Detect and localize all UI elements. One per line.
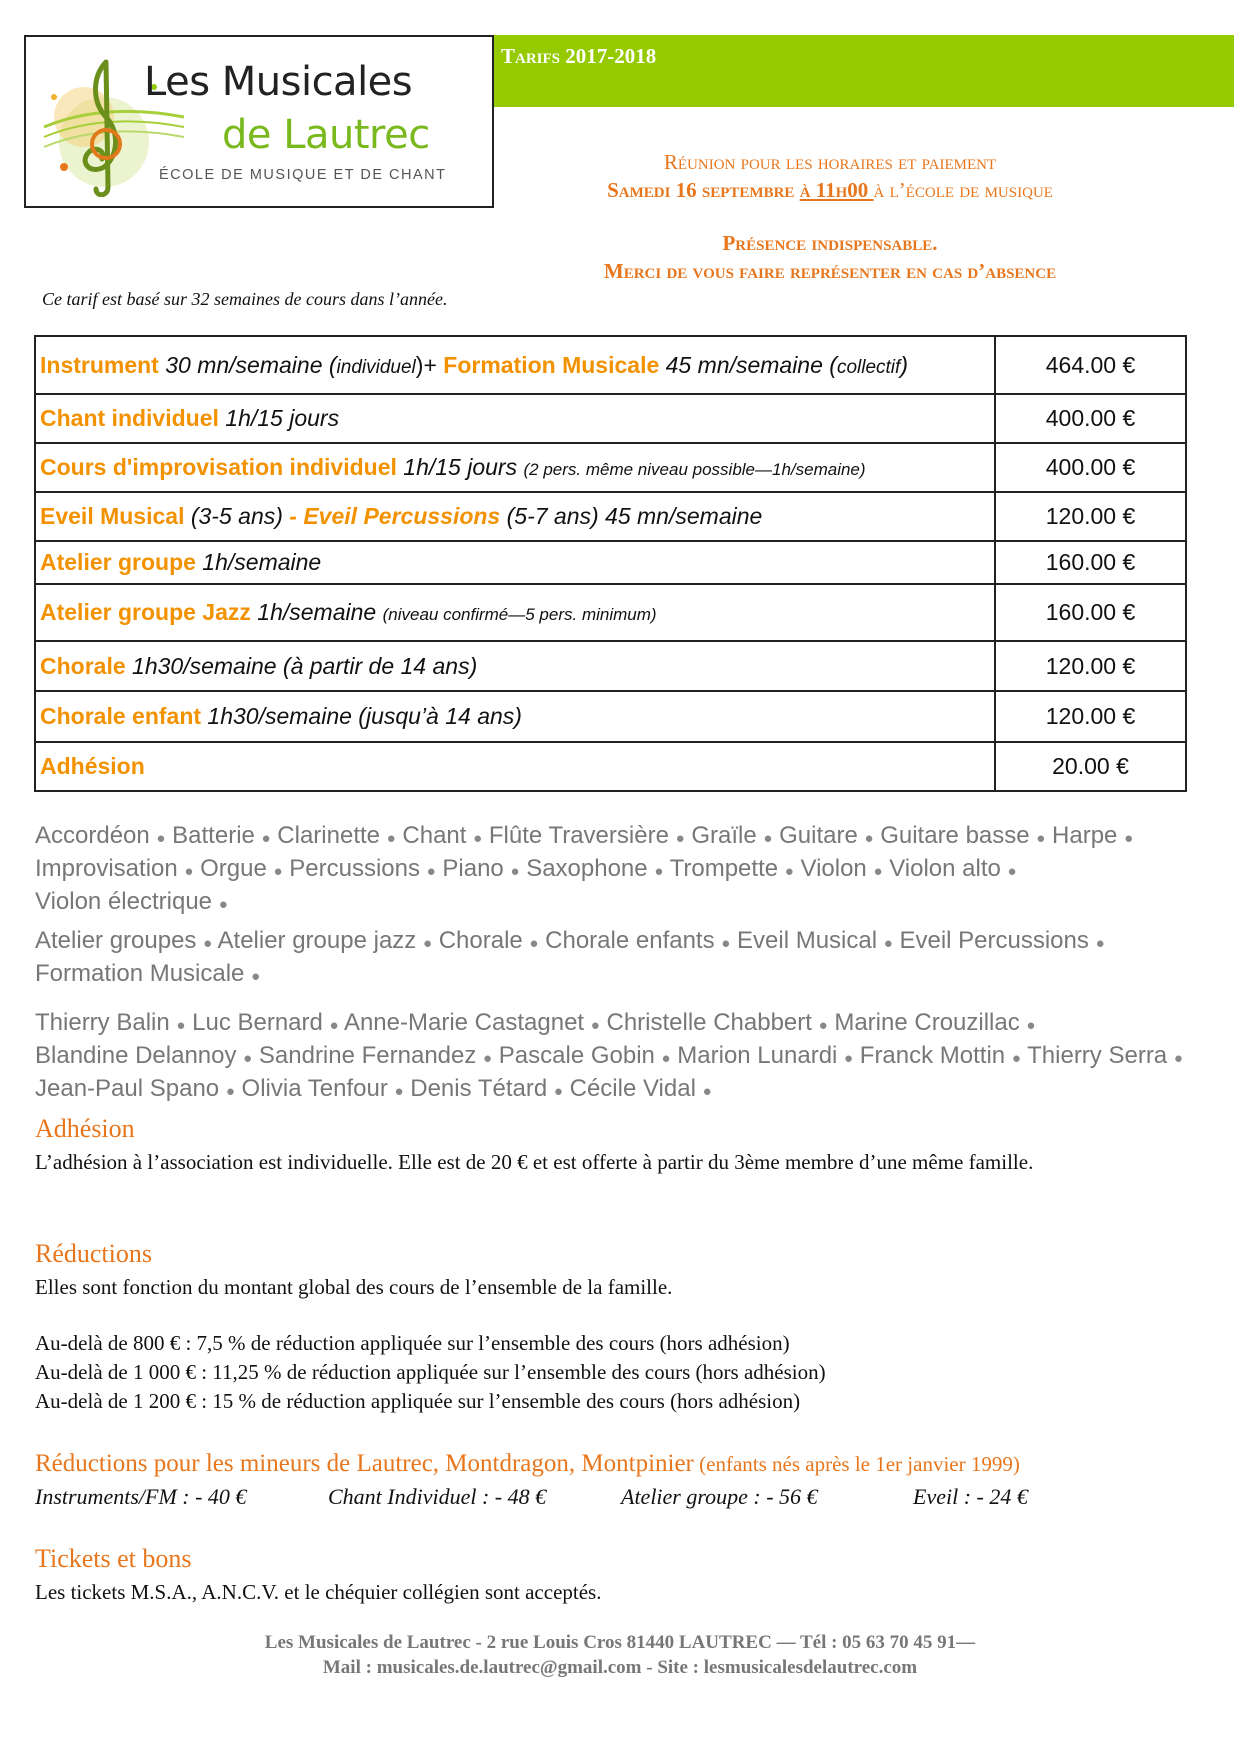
list-item: Eveil Musical [737, 927, 878, 954]
minors-title: Réductions pour les mineurs de Lautrec, Montdragon, Montpinier (enfants nés après le 1er janvier 1999) [35, 1450, 1020, 1477]
table-row [35, 541, 1186, 584]
table-row [35, 394, 1186, 443]
table-row [35, 336, 1186, 394]
row-price: 400.00 € [995, 394, 1186, 443]
row-description: Instrument 30 mn/semaine (individuel)+ Formation Musicale 45 mn/semaine (collectif) [35, 336, 995, 394]
reductions-title: Réductions [35, 1239, 152, 1268]
list-item: Accordéon [35, 822, 150, 849]
list-item: Clarinette [277, 822, 380, 849]
row-description: Adhésion [35, 742, 995, 791]
table-row [35, 443, 1186, 492]
list-item: Guitare [779, 822, 858, 849]
tarifs-title: Tarifs 2017-2018 [501, 44, 657, 68]
minors-item: Eveil : - 24 € [913, 1484, 1028, 1509]
list-item: Cécile Vidal [569, 1075, 696, 1102]
reduction-line: Au-delà de 1 000 € : 11,25 % de réduction appliquée sur l’ensemble des cours (hors adhésion) [35, 1360, 826, 1384]
meeting-line1: Réunion pour les horaires et paiement [663, 150, 997, 174]
row-price: 20.00 € [995, 742, 1186, 791]
minors-item: Chant Individuel : - 48 € [328, 1484, 547, 1509]
adhesion-title: Adhésion [35, 1114, 135, 1143]
list-item: Saxophone [526, 855, 648, 882]
row-price: 120.00 € [995, 641, 1186, 691]
table-row [35, 742, 1186, 791]
list-item: Guitare basse [880, 822, 1030, 849]
row-description: Chant individuel 1h/15 jours [35, 394, 995, 443]
list-item: Christelle Chabbert [606, 1009, 812, 1036]
logo-name-line2: de Lautrec [222, 112, 430, 158]
list-item: Atelier groupe jazz [217, 927, 417, 954]
list-item: Olivia Tenfour [241, 1075, 388, 1102]
list-item: Chant [402, 822, 467, 849]
list-item: Piano [442, 855, 504, 882]
reduction-line: Au-delà de 800 € : 7,5 % de réduction appliquée sur l’ensemble des cours (hors adhésion) [35, 1331, 790, 1355]
list-item: Batterie [172, 822, 255, 849]
list-item: Violon électrique [35, 888, 213, 915]
row-description: Chorale 1h30/semaine (à partir de 14 ans) [35, 641, 995, 691]
list-item: Sandrine Fernandez [258, 1042, 477, 1069]
list-item: Graïle [691, 822, 757, 849]
row-description: Atelier groupe 1h/semaine [35, 541, 995, 584]
list-item: Formation Musicale [35, 960, 245, 987]
list-item: Thierry Balin [35, 1009, 170, 1036]
list-item: Orgue [200, 855, 267, 882]
row-description: Eveil Musical (3-5 ans) - Eveil Percussions (5-7 ans) 45 mn/semaine [35, 492, 995, 541]
list-item: Jean-Paul Spano [35, 1075, 220, 1102]
row-price: 160.00 € [995, 584, 1186, 641]
attendance-notice [530, 229, 1130, 285]
list-item: Violon [800, 855, 867, 882]
teachers-list: Thierry Balin ● Luc Bernard ● Anne-Marie Castagnet ● Christelle Chabbert ● Marine Crouzillac ● Blandine Delannoy ● Sandrine Fernandez ● Pascale Gobin ● Marion Lunardi ● Franck Mottin ● Thierry Serra ● Jean-Paul Spano ● Olivia Tenfour ● Denis Tétard ● Cécile Vidal ● [35, 1009, 1183, 1102]
list-item: Improvisation [35, 855, 178, 882]
list-item: Chorale [438, 927, 523, 954]
list-item: Anne-Marie Castagnet [343, 1009, 585, 1036]
logo-name-line1: Les Musicales [144, 59, 413, 105]
list-item: Blandine Delannoy [35, 1042, 237, 1069]
reductions-intro: Elles sont fonction du montant global des cours de l’ensemble de la famille. [35, 1275, 673, 1299]
tarifs-header-bar [494, 35, 1234, 107]
list-item: Percussions [289, 855, 420, 882]
list-item: Chorale enfants [545, 927, 715, 954]
tickets-text: Les tickets M.S.A., A.N.C.V. et le chéquier collégien sont acceptés. [35, 1580, 602, 1604]
notice-line1: Présence indispensable. [722, 231, 938, 255]
price-table [34, 335, 1187, 792]
footer [0, 1630, 1240, 1680]
notice-line2: Merci de vous faire représenter en cas d’absence [603, 259, 1057, 283]
list-item: Flûte Traversière [488, 822, 669, 849]
table-row [35, 584, 1186, 641]
minors-item: Instruments/FM : - 40 € [35, 1484, 247, 1509]
row-price: 400.00 € [995, 443, 1186, 492]
row-price: 160.00 € [995, 541, 1186, 584]
meeting-info [530, 148, 1130, 204]
meeting-line2: Samedi 16 septembre à 11h00 à l’école de musique [607, 178, 1053, 202]
table-row [35, 641, 1186, 691]
list-item: Marine Crouzillac [834, 1009, 1020, 1036]
minors-item: Atelier groupe : - 56 € [621, 1484, 818, 1509]
list-item: Pascale Gobin [498, 1042, 655, 1069]
row-price: 120.00 € [995, 691, 1186, 742]
ateliers-list: Atelier groupes ● Atelier groupe jazz ● Chorale ● Chorale enfants ● Eveil Musical ● Eveil Percussions ● Formation Musicale ● [35, 927, 1105, 987]
list-item: Atelier groupes [35, 927, 197, 954]
adhesion-text: L’adhésion à l’association est individuelle. Elle est de 20 € et est offerte à partir du 3ème membre d’une même famille. [35, 1150, 1034, 1174]
reduction-line: Au-delà de 1 200 € : 15 % de réduction appliquée sur l’ensemble des cours (hors adhésion) [35, 1389, 801, 1413]
row-price: 464.00 € [995, 336, 1186, 394]
list-item: Harpe [1052, 822, 1118, 849]
list-item: Violon alto [889, 855, 1001, 882]
list-item: Trompette [669, 855, 779, 882]
list-item: Franck Mottin [859, 1042, 1006, 1069]
row-price: 120.00 € [995, 492, 1186, 541]
school-logo [24, 35, 494, 208]
list-item: Marion Lunardi [677, 1042, 838, 1069]
logo-tagline: ÉCOLE DE MUSIQUE ET DE CHANT [159, 167, 447, 183]
table-row [35, 492, 1186, 541]
row-description: Atelier groupe Jazz 1h/semaine (niveau confirmé—5 pers. minimum) [35, 584, 995, 641]
row-description: Chorale enfant 1h30/semaine (jusqu’à 14 ans) [35, 691, 995, 742]
basis-note: Ce tarif est basé sur 32 semaines de cours dans l’année. [42, 289, 448, 309]
list-item: Denis Tétard [410, 1075, 548, 1102]
footer-line1: Les Musicales de Lautrec - 2 rue Louis Cros 81440 LAUTREC — Tél : 05 63 70 45 91— [264, 1632, 976, 1653]
list-item: Luc Bernard [192, 1009, 323, 1036]
instruments-list: Accordéon ● Batterie ● Clarinette ● Chant ● Flûte Traversière ● Graïle ● Guitare ● Guitare basse ● Harpe ● Improvisation ● Orgue ● Percussions ● Piano ● Saxophone ● Trompette ● Violon ● Violon alto ● Violon électrique ● [35, 822, 1134, 915]
reductions-list [35, 1329, 1185, 1416]
list-item: Eveil Percussions [899, 927, 1089, 954]
row-description: Cours d'improvisation individuel 1h/15 jours (2 pers. même niveau possible—1h/semaine) [35, 443, 995, 492]
table-row [35, 691, 1186, 742]
tickets-title: Tickets et bons [35, 1544, 192, 1573]
footer-line2: Mail : musicales.de.lautrec@gmail.com - Site : lesmusicalesdelautrec.com [322, 1657, 918, 1678]
list-item: Thierry Serra [1027, 1042, 1168, 1069]
